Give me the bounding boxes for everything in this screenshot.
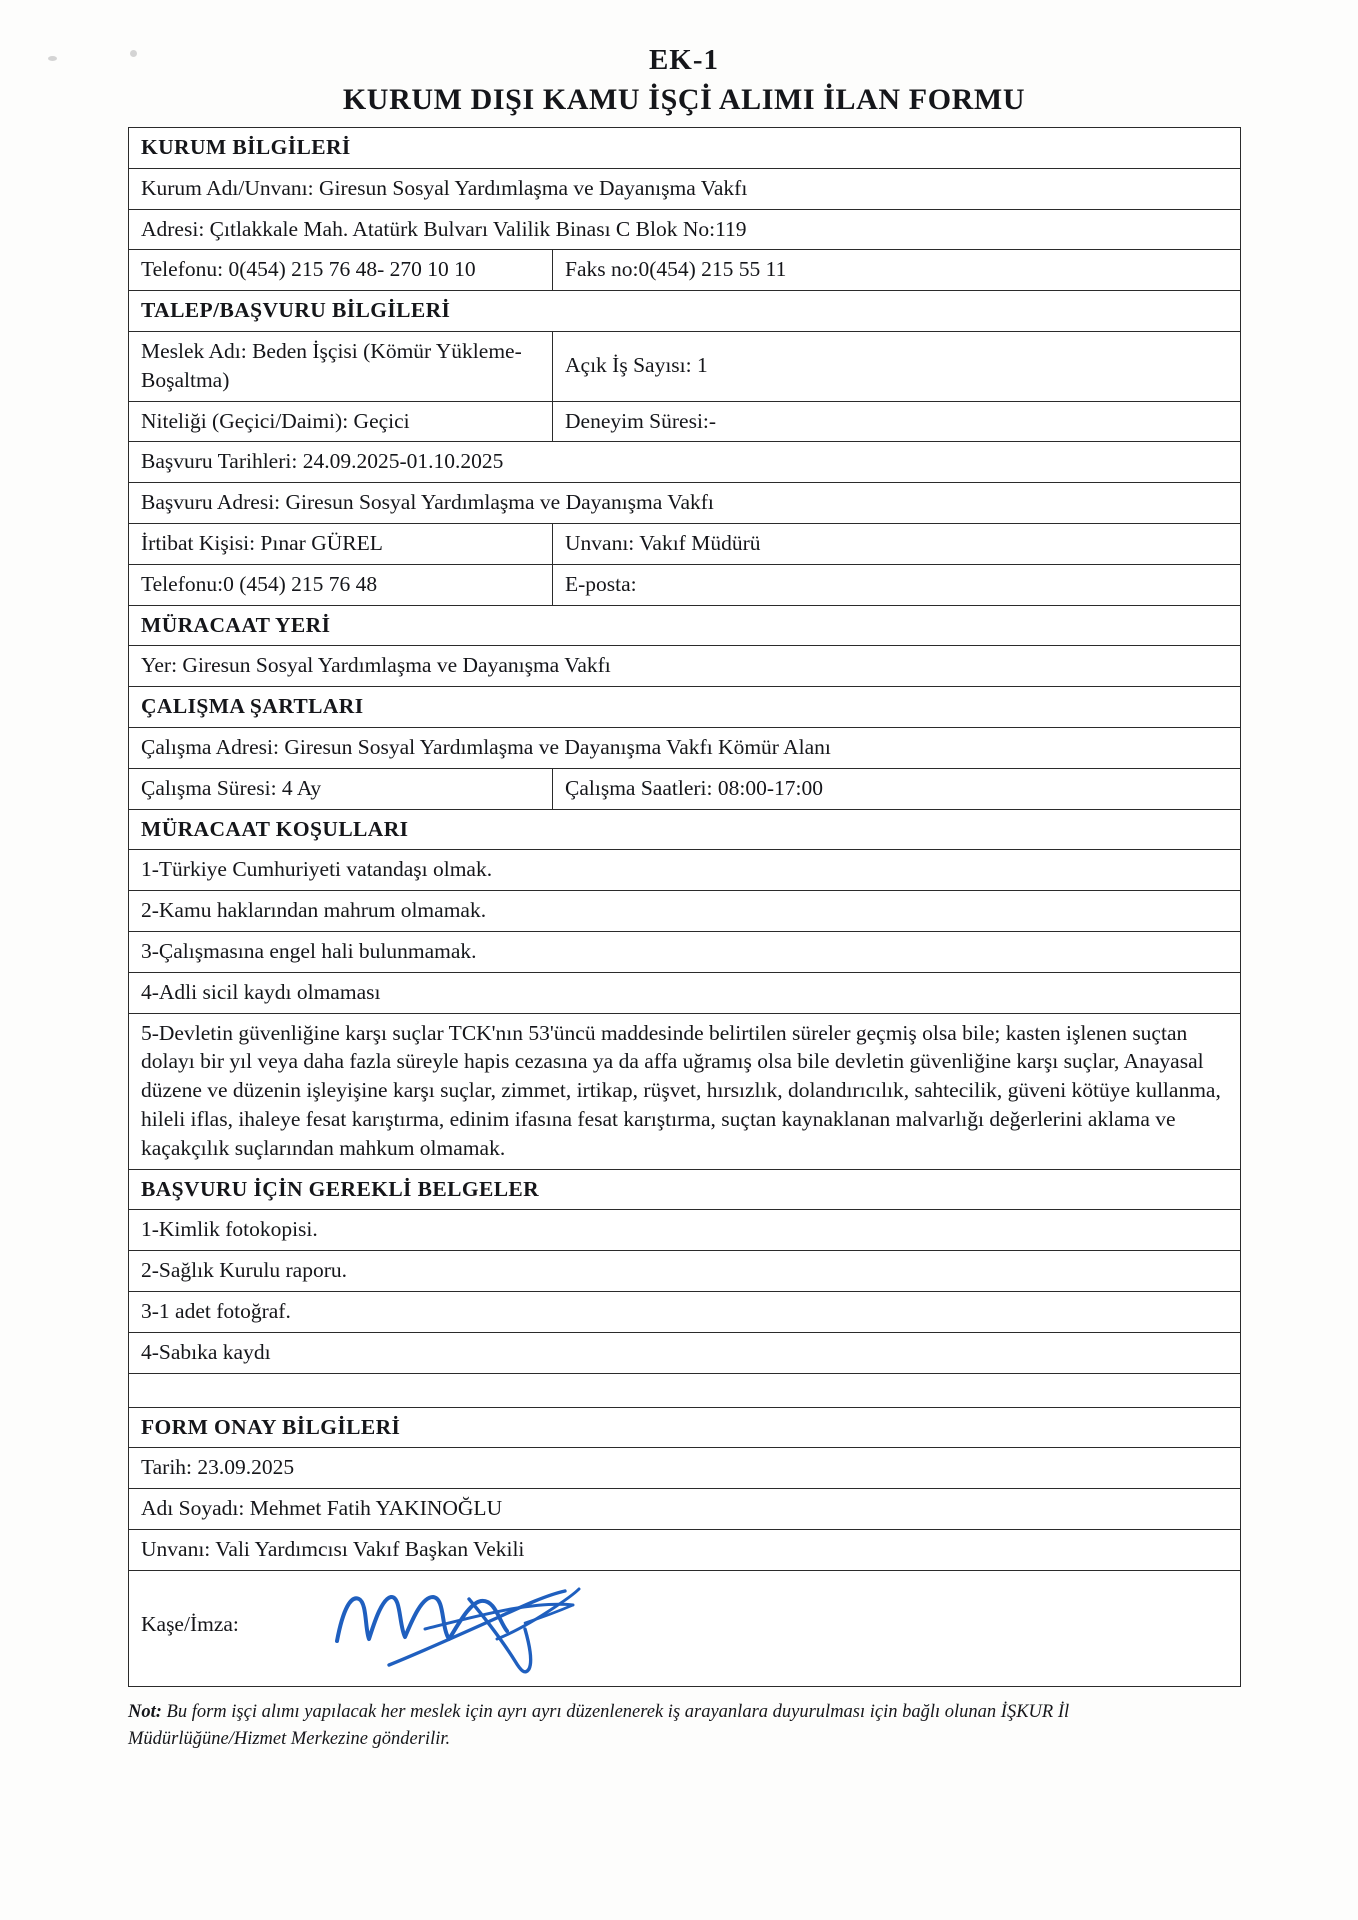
- table-row: [129, 850, 1241, 891]
- kosul-item-1: 1-Türkiye Cumhuriyeti vatandaşı olmak.: [129, 850, 1241, 891]
- footer-note: [128, 1699, 1218, 1753]
- table-row: [129, 768, 1241, 809]
- kosul-item-3: 3-Çalışmasına engel hali bulunmamak.: [129, 931, 1241, 972]
- table-row: [129, 646, 1241, 687]
- field-acik-is-sayisi: Açık İş Sayısı: 1: [553, 331, 1241, 401]
- table-row: [129, 1448, 1241, 1489]
- empty-cell: [129, 1373, 1241, 1407]
- ek-label: EK-1: [648, 44, 720, 76]
- table-row: [129, 168, 1241, 209]
- footer-note-label: Not:: [128, 1701, 162, 1722]
- section-row-gerekli-belgeler: [129, 1169, 1241, 1210]
- table-row: [129, 1210, 1241, 1251]
- table-row: [129, 250, 1241, 291]
- section-row-muracaat-kosullari: [129, 809, 1241, 850]
- document-header: [128, 44, 1240, 117]
- field-irtibat-unvani: Unvanı: Vakıf Müdürü: [553, 523, 1241, 564]
- field-muracaat-yer: Yer: Giresun Sosyal Yardımlaşma ve Dayanışma Vakfı: [129, 646, 1241, 687]
- field-calisma-adresi: Çalışma Adresi: Giresun Sosyal Yardımlaşma ve Dayanışma Vakfı Kömür Alanı: [129, 727, 1241, 768]
- section-header-muracaat-kosullari: MÜRACAAT KOŞULLARI: [129, 809, 1241, 850]
- section-row-form-onay: [129, 1407, 1241, 1448]
- scan-speck: [48, 56, 57, 61]
- field-deneyim-suresi: Deneyim Süresi:-: [553, 401, 1241, 442]
- table-row: [129, 891, 1241, 932]
- table-row: [129, 483, 1241, 524]
- belge-item-1: 1-Kimlik fotokopisi.: [129, 1210, 1241, 1251]
- form-table: [128, 127, 1241, 1687]
- table-row: [129, 727, 1241, 768]
- section-row-talep: [129, 291, 1241, 332]
- section-header-calisma-sartlari: ÇALIŞMA ŞARTLARI: [129, 687, 1241, 728]
- table-row: [129, 331, 1241, 401]
- section-row-muracaat-yeri: [129, 605, 1241, 646]
- field-eposta: E-posta:: [553, 564, 1241, 605]
- section-header-kurum-bilgileri: KURUM BİLGİLERİ: [129, 128, 1241, 169]
- field-kurum-faks: Faks no:0(454) 215 55 11: [553, 250, 1241, 291]
- field-kurum-adi: Kurum Adı/Unvanı: Giresun Sosyal Yardımlaşma ve Dayanışma Vakfı: [129, 168, 1241, 209]
- belge-item-3: 3-1 adet fotoğraf.: [129, 1291, 1241, 1332]
- table-row: [129, 523, 1241, 564]
- section-header-talep-basvuru: TALEP/BAŞVURU BİLGİLERİ: [129, 291, 1241, 332]
- kosul-item-4: 4-Adli sicil kaydı olmaması: [129, 972, 1241, 1013]
- form-title: KURUM DIŞI KAMU İŞÇİ ALIMI İLAN FORMU: [342, 83, 1026, 116]
- field-niteligi: Niteliği (Geçici/Daimi): Geçici: [129, 401, 553, 442]
- table-row: [129, 972, 1241, 1013]
- table-row: [129, 401, 1241, 442]
- field-meslek-adi: Meslek Adı: Beden İşçisi (Kömür Yükleme-Boşaltma): [129, 331, 553, 401]
- field-kurum-adres: Adresi: Çıtlakkale Mah. Atatürk Bulvarı Valilik Binası C Blok No:119: [129, 209, 1241, 250]
- field-calisma-saatleri: Çalışma Saatleri: 08:00-17:00: [553, 768, 1241, 809]
- footer-note-text: Bu form işçi alımı yapılacak her meslek için ayrı ayrı düzenlenerek iş arayanlara duyurulması için bağlı olunan İŞKUR İl Müdürlüğüne/Hizmet Merkezine gönderilir.: [128, 1701, 1070, 1749]
- table-row: [129, 1291, 1241, 1332]
- table-row-signature: [129, 1570, 1241, 1686]
- section-header-gerekli-belgeler: BAŞVURU İÇİN GEREKLİ BELGELER: [129, 1169, 1241, 1210]
- table-row: [129, 442, 1241, 483]
- table-row: [129, 1332, 1241, 1373]
- signature-icon: [329, 1569, 649, 1689]
- field-irtibat-kisisi: İrtibat Kişisi: Pınar GÜREL: [129, 523, 553, 564]
- field-onay-tarih: Tarih: 23.09.2025: [129, 1448, 1241, 1489]
- field-onay-adi-soyadi: Adı Soyadı: Mehmet Fatih YAKINOĞLU: [129, 1489, 1241, 1530]
- section-row-calisma-sartlari: [129, 687, 1241, 728]
- table-row: [129, 564, 1241, 605]
- field-calisma-suresi: Çalışma Süresi: 4 Ay: [129, 768, 553, 809]
- field-onay-unvani: Unvanı: Vali Yardımcısı Vakıf Başkan Vekili: [129, 1529, 1241, 1570]
- table-row: [129, 931, 1241, 972]
- section-header-form-onay: FORM ONAY BİLGİLERİ: [129, 1407, 1241, 1448]
- table-row: [129, 209, 1241, 250]
- belge-item-4: 4-Sabıka kaydı: [129, 1332, 1241, 1373]
- table-row: [129, 1529, 1241, 1570]
- form-document: [128, 44, 1240, 1752]
- table-row: [129, 1489, 1241, 1530]
- belge-item-2: 2-Sağlık Kurulu raporu.: [129, 1251, 1241, 1292]
- kosul-item-2: 2-Kamu haklarından mahrum olmamak.: [129, 891, 1241, 932]
- section-header-muracaat-yeri: MÜRACAAT YERİ: [129, 605, 1241, 646]
- signature-cell: [129, 1570, 1241, 1686]
- field-basvuru-tarihleri: Başvuru Tarihleri: 24.09.2025-01.10.2025: [129, 442, 1241, 483]
- section-row-kurum: [129, 128, 1241, 169]
- kosul-item-5: 5-Devletin güvenliğine karşı suçlar TCK'nın 53'üncü maddesinde belirtilen süreler geçmiş olsa bile; kasten işlenen suçtan dolayı bir yıl veya daha fazla süreyle hapis cezasına ya da affa uğramış olsa bile devletin güvenliğine karşı suçlar, Anayasal düzene ve düzenin işleyişine karşı suçlar, zimmet, irtikap, rüşvet, hırsızlık, dolandırıcılık, sahtecilik, güveni kötüye kullanma, hileli iflas, ihaleye fesat karıştırma, edinim ifasına fesat karıştırma, suçtan kaynaklanan malvarlığı değerlerini aklama ve kaçakçılık suçlarından mahkum olmamak.: [129, 1013, 1241, 1169]
- table-row: [129, 1013, 1241, 1169]
- table-row-empty: [129, 1373, 1241, 1407]
- field-basvuru-adresi: Başvuru Adresi: Giresun Sosyal Yardımlaşma ve Dayanışma Vakfı: [129, 483, 1241, 524]
- field-kurum-telefon: Telefonu: 0(454) 215 76 48- 270 10 10: [129, 250, 553, 291]
- field-irtibat-telefon: Telefonu:0 (454) 215 76 48: [129, 564, 553, 605]
- kase-imza-label: Kaşe/İmza:: [141, 1611, 239, 1636]
- table-row: [129, 1251, 1241, 1292]
